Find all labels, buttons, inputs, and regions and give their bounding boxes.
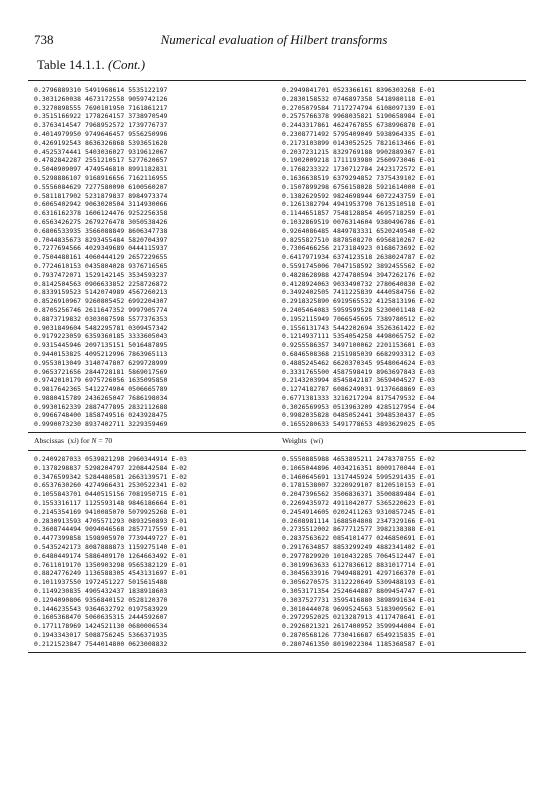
weight-value: 0.3037527731 3595416880 3898991634 E-01	[282, 595, 436, 604]
weight-value: 0.1261382794 4941953790 7613510518 E-01	[282, 200, 436, 209]
weight-value: 0.2918325890 6919565532 4125813196 E-02	[282, 297, 436, 306]
abscissa-value: 0.9653721656 2844728181 5869017569	[34, 367, 168, 376]
weight-value: 0.2608981114 1688504808 2347329166 E-01	[282, 516, 436, 525]
weights-heading-sub: i	[318, 436, 321, 445]
abscissas-heading-n70	[34, 436, 112, 445]
weights-heading-word: Weights	[282, 436, 307, 445]
weight-value: 0.1382629592 9824698944 6072243759 E-01	[282, 191, 436, 200]
abscissa-value: 0.7611019170 1350903298 9565382129 E-01	[34, 560, 188, 569]
weight-value: 0.2575766378 9968035821 5190658984 E-01	[282, 112, 436, 121]
abscissa-value: 0.9742010179 6975726056 1635095850	[34, 376, 168, 385]
table-continued: (Cont.)	[107, 57, 146, 72]
weights-heading-symbol: (w	[310, 436, 319, 445]
abscissa-value: 0.3763414547 7968952572 1739776737	[34, 121, 168, 130]
weight-value: 0.4885245462 6620370345 9548064624 E-03	[282, 358, 436, 367]
weight-value: 0.9982035828 0485052441 3948530437 E-05	[282, 411, 436, 420]
weight-value: 0.2830158532 0746897358 5418980118 E-01	[282, 94, 436, 103]
abscissa-value: 0.3031260038 4673172558 9059742126	[34, 94, 168, 103]
abscissa-value: 0.4782842287 2551210517 5277620657	[34, 156, 168, 165]
weight-value: 0.1902009218 1711193980 2560973046 E-01	[282, 156, 436, 165]
weight-value: 0.2047396562 3506836371 3500889484 E-01	[282, 490, 436, 499]
weight-value: 0.1636638519 6379294852 7375439102 E-01	[282, 173, 436, 182]
abscissa-value: 0.5298886107 9168916656 7162116955	[34, 173, 168, 182]
weight-value: 0.2735512002 8677712577 3982138388 E-01	[282, 525, 436, 534]
weight-value: 0.4828628988 4274780594 3947262176 E-02	[282, 270, 436, 279]
abscissa-value: 0.4477399858 1598905970 7739449727 E-01	[34, 534, 188, 543]
abscissa-value: 0.4525374441 5403036027 9319612067	[34, 147, 168, 156]
block-separator-rule-2	[28, 450, 526, 451]
weight-value: 0.2269435972 4911042077 5365220623 E-01	[282, 498, 436, 507]
abscissas-heading-word: Abscissas	[34, 436, 64, 445]
abscissa-value: 0.2145354169 9410085070 5079925268 E-01	[34, 507, 188, 516]
weight-value: 0.3053171354 2524644887 8809454747 E-01	[282, 586, 436, 595]
abscissa-value: 0.3476599342 5284480581 2663139571 E-02	[34, 472, 188, 481]
table-bottom-rule	[28, 652, 526, 653]
weights-heading-close: )	[320, 436, 324, 445]
weight-value: 0.1065044896 4034216351 8009170044 E-01	[282, 463, 436, 472]
abscissa-value: 0.5040909097 4749546810 8991182831	[34, 165, 168, 174]
weight-value: 0.1032869519 0076314604 9380496786 E-01	[282, 217, 436, 226]
abscissas-heading-sub: i	[74, 436, 77, 445]
abscissa-value: 0.6480449174 5886409170 1264663492 E-01	[34, 551, 188, 560]
weight-value: 0.2837563622 0854101477 0246850691 E-01	[282, 534, 436, 543]
running-title: Numerical evaluation of Hilbert transforms	[160, 32, 388, 47]
weight-value: 0.2173103899 0143052525 7821613466 E-01	[282, 138, 436, 147]
abscissa-value: 0.7504488161 4060444129 2657229655	[34, 253, 168, 262]
weight-value: 0.3010444078 9699524563 5183909562 E-01	[282, 604, 436, 613]
abscissas-heading-eq: = 70	[98, 436, 113, 445]
abscissa-value: 0.5556084629 7277580090 6100560207	[34, 182, 168, 191]
weight-value: 0.1655280633 5491778653 4893629025 E-05	[282, 420, 436, 429]
abscissa-value: 0.6806533935 3566088849 8606347738	[34, 226, 168, 235]
weight-value: 0.3056270575 3112220649 5309488193 E-01	[282, 578, 436, 587]
table-caption	[37, 57, 145, 73]
abscissa-value: 0.1771178969 1424521130 0680006534	[34, 622, 168, 631]
abscissas-column-block-2	[34, 455, 187, 649]
weight-value: 0.2977829920 1010432285 7064512447 E-01	[282, 551, 436, 560]
table-label: Table 14.1.1.	[37, 57, 105, 72]
abscissa-value: 0.8526910967 9260805452 6992204307	[34, 297, 168, 306]
abscissa-value: 0.6563426275 2679276478 3050538426	[34, 217, 168, 226]
weight-value: 0.9255586357 3497100062 2201153601 E-03	[282, 341, 436, 350]
abscissa-value: 0.9179223059 6359360185 3333605043	[34, 332, 168, 341]
abscissa-value: 0.2830913593 4705571293 0893250893 E-01	[34, 516, 188, 525]
abscissa-value: 0.9966748400 1858749516 0243928475	[34, 411, 168, 420]
abscissa-value: 0.1378298837 5298204797 2208442584 E-02	[34, 463, 188, 472]
weight-value: 0.3019963633 6127836612 8831017714 E-01	[282, 560, 436, 569]
abscissa-value: 0.9930162339 2887477895 2832112688	[34, 402, 168, 411]
weight-value: 0.1952115949 7066545695 7389780512 E-02	[282, 314, 436, 323]
abscissa-value: 0.7044835673 8293455484 5820704397	[34, 235, 168, 244]
abscissa-value: 0.3608744494 9094046568 2857717559 E-01	[34, 525, 188, 534]
abscissa-value: 0.7937472071 1529142145 3534593237	[34, 270, 168, 279]
abscissa-value: 0.7277694566 4029349689 0444115937	[34, 244, 168, 253]
abscissa-value: 0.9990073230 8937402711 3229359469	[34, 420, 168, 429]
weight-value: 0.2308771492 5795409049 5938964335 E-01	[282, 129, 436, 138]
abscissa-value: 0.1055843701 0440515156 7081950715 E-01	[34, 490, 188, 499]
abscissa-value: 0.1294090806 9356840152 0528120370	[34, 595, 168, 604]
abscissas-column-block-1	[34, 86, 167, 429]
weight-value: 0.1768233322 1730712784 2423172572 E-01	[282, 165, 436, 174]
weight-value: 0.2807461350 8019022304 1185368587 E-01	[282, 639, 436, 648]
abscissas-heading-symbol: (x	[67, 436, 75, 445]
abscissa-value: 0.9440153825 4095212996 7863965113	[34, 349, 168, 358]
abscissa-value: 0.9817642365 5412274904 0506665789	[34, 385, 168, 394]
weight-value: 0.2454914605 0202411263 9310857245 E-01	[282, 507, 436, 516]
abscissa-value: 0.6065402942 9063020504 3114930066	[34, 200, 168, 209]
weight-value: 0.1274182787 6086249031 9137668869 E-03	[282, 385, 436, 394]
page-header	[32, 32, 516, 52]
abscissa-value: 0.1943343017 5088756245 5366371935	[34, 630, 168, 639]
weight-value: 0.6771381333 3216217294 8175479532 E-04	[282, 393, 436, 402]
abscissa-value: 0.9553013049 3140747807 6299728999	[34, 358, 168, 367]
weight-value: 0.2917634857 8853299249 4882341402 E-01	[282, 542, 436, 551]
abscissa-value: 0.4014979950 9749646457 9556250996	[34, 129, 168, 138]
weight-value: 0.2443317861 4624767855 6738996878 E-01	[282, 121, 436, 130]
weight-value: 0.1781538007 3220929107 8120510153 E-01	[282, 481, 436, 490]
weight-value: 0.6846508368 2151985039 6682993312 E-03	[282, 349, 436, 358]
weight-value: 0.3026569953 0513963209 4285127954 E-04	[282, 402, 436, 411]
weight-value: 0.8255827510 8878508270 6956810267 E-02	[282, 235, 436, 244]
weight-value: 0.3492402505 7411225839 4440584756 E-02	[282, 288, 436, 297]
weight-value: 0.1507899298 6756158028 5921614000 E-01	[282, 182, 436, 191]
weight-value: 0.9264086485 4849783331 6520249540 E-02	[282, 226, 436, 235]
weight-value: 0.2949841701 0523366161 8396303268 E-01	[282, 86, 436, 94]
abscissa-value: 0.2121523847 7544014800 0623008832	[34, 639, 168, 648]
weight-value: 0.2037231215 8329769188 9902889367 E-01	[282, 147, 436, 156]
weights-column-block-1	[282, 86, 435, 429]
abscissa-value: 0.5435242173 8087888873 1159275140 E-01	[34, 542, 188, 551]
abscissa-value: 0.4269192543 8636326868 5393651628	[34, 138, 168, 147]
abscissa-value: 0.8142504563 0906633852 2258726872	[34, 279, 168, 288]
abscissa-value: 0.9880415789 2436265047 7686198034	[34, 393, 168, 402]
weight-value: 0.1214937111 5354054258 4498065752 E-02	[282, 332, 436, 341]
abscissa-value: 0.9315445946 2097135151 5016487895	[34, 341, 168, 350]
abscissa-value: 0.3270898555 7690101950 7161861217	[34, 103, 168, 112]
weight-value: 0.2705079584 7117274794 6108097139 E-01	[282, 103, 436, 112]
weight-value: 0.3331765500 4587598419 8963697843 E-03	[282, 367, 436, 376]
weight-value: 0.1460645691 1317445924 5995291435 E-01	[282, 472, 436, 481]
abscissa-value: 0.2409287033 0539821298 2960344914 E-03	[34, 455, 188, 463]
abscissa-value: 0.1011937550 1972451227 5015615488	[34, 578, 168, 587]
abscissa-value: 0.6316162378 1606124476 9252256358	[34, 209, 168, 218]
abscissa-value: 0.3515166922 1778264157 3738970549	[34, 112, 168, 121]
weight-value: 0.4128924063 9033490732 2780640830 E-02	[282, 279, 436, 288]
weight-value: 0.1144651857 7548128854 4695718259 E-01	[282, 209, 436, 218]
abscissa-value: 0.8873719832 0303087598 5577376353	[34, 314, 168, 323]
weight-value: 0.2143203994 8545842187 3659404527 E-03	[282, 376, 436, 385]
abscissa-value: 0.8705256746 2611647352 9997905774	[34, 305, 168, 314]
abscissa-value: 0.7724610153 0435804028 9376716565	[34, 261, 168, 270]
weight-value: 0.6417971934 6374123518 2638024787 E-02	[282, 253, 436, 262]
block-separator-rule-1	[28, 432, 526, 433]
abscissa-value: 0.8824776249 1136588305 4543131697 E-01	[34, 569, 188, 578]
page-number: 738	[34, 32, 54, 47]
abscissa-value: 0.1605368470 5060635315 2444592607	[34, 613, 168, 622]
weight-value: 0.5591745006 7047158592 3892455562 E-02	[282, 261, 436, 270]
abscissas-heading-for: ) for	[76, 436, 90, 445]
abscissa-value: 0.1149230835 4905432437 1838918603	[34, 586, 168, 595]
abscissa-value: 0.2796889310 5491968614 5535122197	[34, 86, 168, 94]
weight-value: 0.2870568126 7730416687 6549215835 E-01	[282, 630, 436, 639]
abscissa-value: 0.1553316117 1125593148 9846186664 E-01	[34, 498, 188, 507]
abscissa-value: 0.5811817902 5231879837 8984973374	[34, 191, 168, 200]
weight-value: 0.2926021321 2617400952 3599944004 E-01	[282, 622, 436, 631]
abscissa-value: 0.1446235543 9364632792 0197583929	[34, 604, 168, 613]
weight-value: 0.2972952025 0213287913 4117478641 E-01	[282, 613, 436, 622]
weight-value: 0.2405464083 5959599528 5230001148 E-02	[282, 305, 436, 314]
abscissa-value: 0.6537630260 4274966431 2530522341 E-02	[34, 481, 188, 490]
weights-column-block-2	[282, 455, 435, 649]
weight-value: 0.7306466256 2173184923 0168673692 E-02	[282, 244, 436, 253]
weight-value: 0.5550885988 4653895211 2478378755 E-02	[282, 455, 436, 463]
weight-value: 0.1556131743 5442202694 3526361422 E-02	[282, 323, 436, 332]
abscissa-value: 0.9031849604 5482295781 0309457342	[34, 323, 168, 332]
table-top-rule	[28, 80, 526, 81]
abscissa-value: 0.8339159523 5142074989 4567260213	[34, 288, 168, 297]
weight-value: 0.3045633916 7949488291 4297166370 E-01	[282, 569, 436, 578]
weights-heading	[282, 436, 323, 445]
abscissas-heading-n: N	[91, 436, 97, 445]
